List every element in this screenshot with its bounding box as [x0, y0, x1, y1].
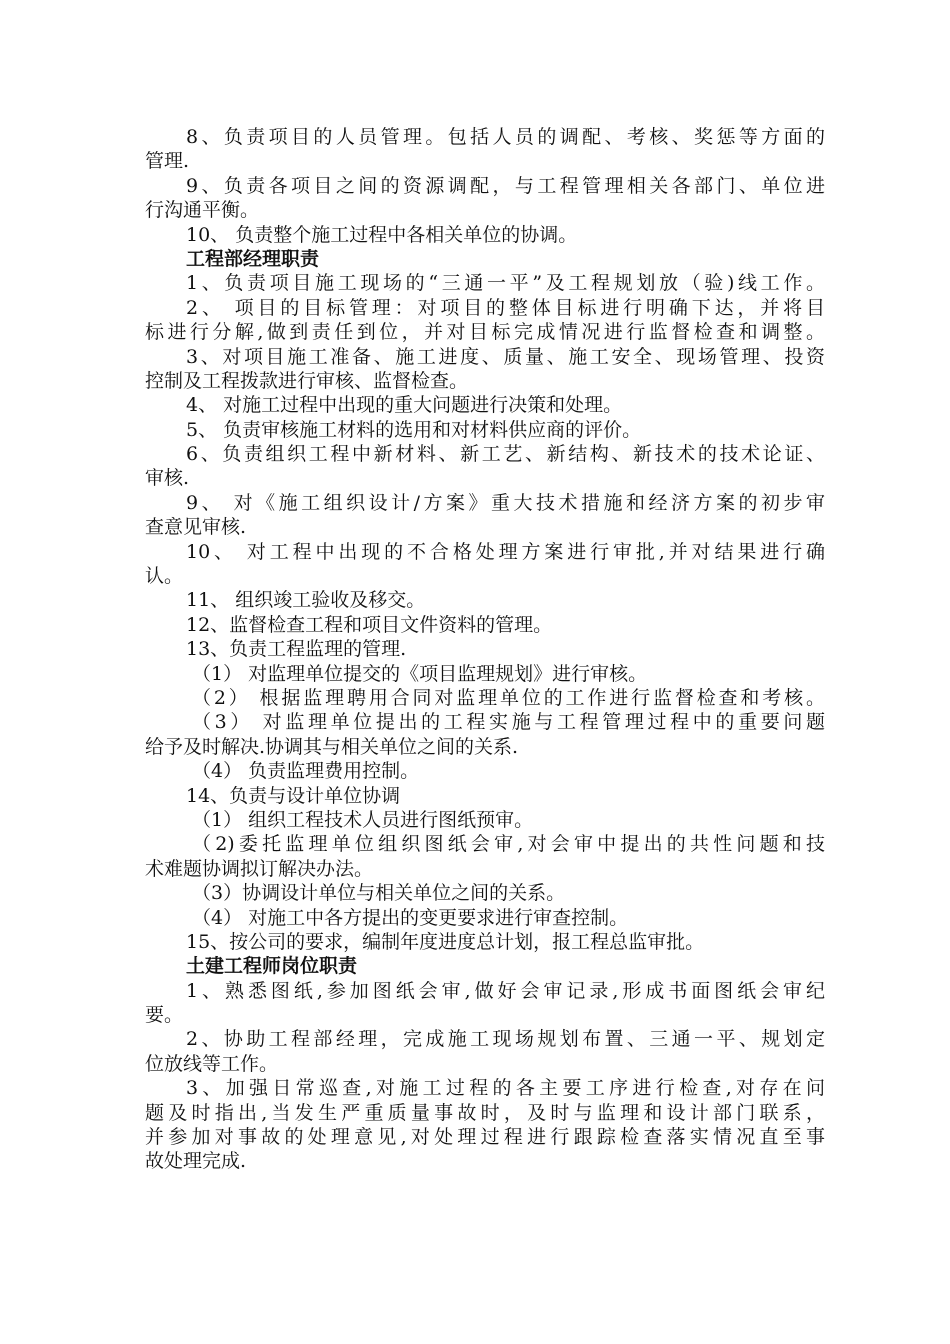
text-line: 位放线等工作。	[145, 1052, 279, 1075]
text-line: （2)委托监理单位组织图纸会审,对会审中提出的共性问题和技	[192, 833, 825, 856]
text-line: 管理.	[145, 150, 190, 173]
text-line: （2） 根据监理聘用合同对监理单位的工作进行监督检查和考核。	[192, 686, 825, 709]
text-line: 5、 负责审核施工材料的选用和对材料供应商的评价。	[186, 418, 642, 441]
text-line: （1） 对监理单位提交的《项目监理规划》进行审核。	[192, 662, 648, 685]
text-line: 行沟通平衡。	[145, 199, 260, 222]
text-line: 10、 对工程中出现的不合格处理方案进行审批,并对结果进行确	[186, 540, 825, 563]
text-line: （1） 组织工程技术人员进行图纸预审。	[192, 808, 534, 831]
text-line: 4、 对施工过程中出现的重大问题进行决策和处理。	[186, 394, 623, 417]
text-line: 术难题协调拟订解决办法。	[145, 857, 374, 880]
text-line: 2、 项目的目标管理：对项目的整体目标进行明确下达，并将目	[186, 296, 825, 319]
text-line: 要。	[145, 1004, 184, 1027]
text-line: 1、负责项目施工现场的“三通一平”及工程规划放（验)线工作。	[186, 272, 825, 295]
text-line: （3） 对监理单位提出的工程实施与工程管理过程中的重要问题	[192, 711, 825, 734]
text-line: 12、监督检查工程和项目文件资料的管理。	[186, 613, 553, 636]
text-line: 题及时指出,当发生严重质量事故时，及时与监理和设计部门联系，	[145, 1101, 825, 1124]
text-line: 控制及工程拨款进行审核、监督检查。	[145, 369, 469, 392]
text-line: 故处理完成.	[145, 1150, 247, 1173]
text-line: 10、 负责整个施工过程中各相关单位的协调。	[186, 223, 578, 246]
text-line: 11、 组织竣工验收及移交。	[186, 589, 426, 612]
text-line: 3、加强日常巡查,对施工过程的各主要工序进行检查,对存在问	[186, 1077, 825, 1100]
text-line: （3）协调设计单位与相关单位之间的关系。	[192, 882, 566, 905]
text-line: 3、对项目施工准备、施工进度、质量、施工安全、现场管理、投资	[186, 345, 825, 368]
text-line: （4） 对施工中各方提出的变更要求进行审查控制。	[192, 906, 629, 929]
text-line: 9、 对《施工组织设计/方案》重大技术措施和经济方案的初步审	[186, 491, 825, 514]
text-line: （4） 负责监理费用控制。	[192, 760, 420, 783]
text-line: 并参加对事故的处理意见,对处理过程进行跟踪检查落实情况直至事	[145, 1126, 825, 1149]
text-line: 审核.	[145, 467, 190, 490]
text-line: 14、负责与设计单位协调	[186, 784, 401, 807]
document-page	[145, 125, 825, 1174]
text-line: 给予及时解决.协调其与相关单位之间的关系.	[145, 735, 519, 758]
section-heading: 土建工程师岗位职责	[186, 955, 358, 978]
text-line: 1、熟悉图纸,参加图纸会审,做好会审记录,形成书面图纸会审纪	[186, 979, 825, 1002]
text-line: 15、按公司的要求，编制年度进度总计划，报工程总监审批。	[186, 930, 705, 953]
text-line: 13、负责工程监理的管理.	[186, 638, 407, 661]
text-line: 9、负责各项目之间的资源调配，与工程管理相关各部门、单位进	[186, 174, 825, 197]
section-heading: 工程部经理职责	[186, 247, 320, 270]
text-line: 标进行分解,做到责任到位，并对目标完成情况进行监督检查和调整。	[145, 321, 825, 344]
text-line: 认。	[145, 565, 184, 588]
text-line: 2、协助工程部经理，完成施工现场规划布置、三通一平、规划定	[186, 1028, 825, 1051]
text-line: 8、负责项目的人员管理。包括人员的调配、考核、奖惩等方面的	[186, 126, 825, 148]
text-line: 查意见审核.	[145, 516, 247, 539]
text-line: 6、负责组织工程中新材料、新工艺、新结构、新技术的技术论证、	[186, 443, 825, 466]
